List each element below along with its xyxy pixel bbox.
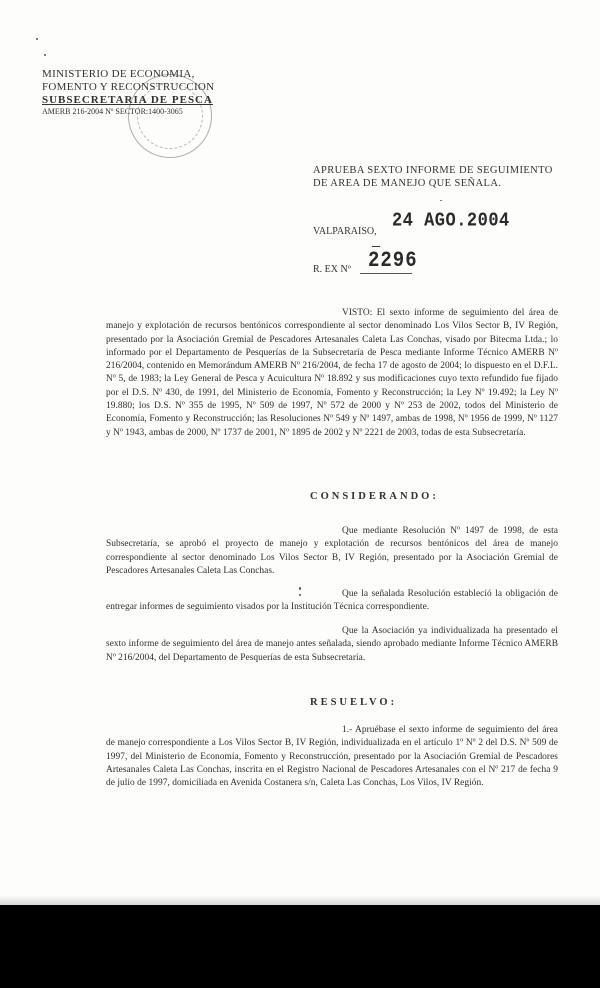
visto-text: VISTO: El sexto informe de seguimiento del área de manejo y explotación de recursos bentónicos correspondiente al sector denominado Los Vilos Sector B, IV Región, presentado por la Asociación Gremial de Pescadores Artesanales Caleta Las Conchas, visado por Bitecma Ltda.; lo informado por el Departamento de Pesquerías de la Subsecretaría de Pesca mediante Informe Técnico AMERB Nº 216/2004, contenido en Memorándum AMERB Nº 216/2004, de fecha 17 de agosto de 2004; lo dispuesto en el D.F.L. Nº 5, de 1983; la Ley General de Pesca y Acuicultura Nº 18.892 y sus modificaciones cuyo texto refundido fue fijado por el D.S. Nº 430, de 1991, del Ministerio de Economía, Fomento y Reconstrucción; la Ley Nº 19.492; la Ley Nº 19.880; los D.S. Nº 355 de 1995, Nº 509 de 1997, Nº 572 de 2000 y Nº 253 de 2002, todos del Ministerio de Economía, Fomento y Reconstrucción; las Resoluciones Nº 549 y Nº 1497, ambas de 1998, Nº 1956 de 1999, Nº 1127 y Nº 1943, ambas de 2000, Nº 1737 de 2001, Nº 1895 de 2002 y Nº 2221 de 2003, todas de esta Subsecretaría. [106, 308, 558, 438]
header-line-3: SUBSECRETARIA DE PESCA [42, 94, 213, 106]
place-label: VALPARAISO, [313, 226, 377, 237]
scan-speck [36, 38, 38, 40]
date-stamp: 24 AGO.2004 [392, 210, 510, 233]
considerando-paragraph-1 [106, 525, 558, 578]
resuelvo-heading: RESUELVO: [310, 697, 398, 708]
resuelvo-text-1: 1.- Apruébase el sexto informe de seguimiento del área de manejo correspondiente a Los Vilos Sector B, IV Región, individualizada en el artículo 1º Nº 2 del D.S. Nº 509 de 1997, del Ministerio de Economía, Fomento y Reconstrucción, presentado por la Asociación Gremial de Pescadores Artesanales Caleta Las Conchas, inscrita en el Registro Nacional de Pescadores Artesanales con el Nº 217 de fecha 9 de julio de 1997, domiciliada en Avenida Costanera s/n, Caleta Las Conchas, Los Vilos, IV Región. [106, 725, 558, 789]
header-line-4: AMERB 216-2004 Nº SECTOR:1400-3065 [42, 107, 183, 116]
resuelvo-paragraph-1 [106, 724, 558, 790]
considerando-text-3: Que la Asociación ya individualizada ha presentado el sexto informe de seguimiento del área de manejo antes señalada, siendo aprobado mediante Informe Técnico AMERB Nº 216/2004, del Departamento de Pesquerías de esta Subsecretaría. [106, 626, 558, 663]
considerando-text-1: Que mediante Resolución Nº 1497 de 1998, de esta Subsecretaría, se aprobó el proyecto de manejo y explotación de recursos bentónicos del área de manejo correspondiente al sector denominado Los Vilos Sector B, IV Región, presentado por la Asociación Gremial de Pescadores Artesanales Caleta Las Conchas. [106, 526, 558, 576]
considerando-paragraph-3 [106, 625, 558, 665]
considerando-heading: CONSIDERANDO: [310, 491, 439, 502]
visto-paragraph [106, 307, 558, 440]
resolution-label: R. EX Nº [313, 264, 351, 275]
considerando-paragraph-2 [106, 588, 558, 615]
resolution-number: 2296 [368, 247, 418, 273]
considerando-text-2: Que la señalada Resolución estableció la obligación de entregar informes de seguimiento visados por la Institución Técnica correspondiente. [106, 589, 558, 613]
scan-speck [440, 200, 442, 201]
resolution-underline [360, 273, 412, 274]
document-subject [313, 164, 563, 190]
subject-line-2: DE AREA DE MANEJO QUE SEÑALA. [313, 178, 502, 189]
header-line-1: MINISTERIO DE ECONOMIA, [42, 68, 195, 80]
subject-line-1: APRUEBA SEXTO INFORME DE SEGUIMIENTO [313, 165, 553, 176]
header-line-2: FOMENTO Y RECONSTRUCCION [42, 81, 215, 93]
page-edge [0, 895, 600, 905]
scan-speck [44, 54, 46, 56]
ministry-header [42, 68, 222, 117]
